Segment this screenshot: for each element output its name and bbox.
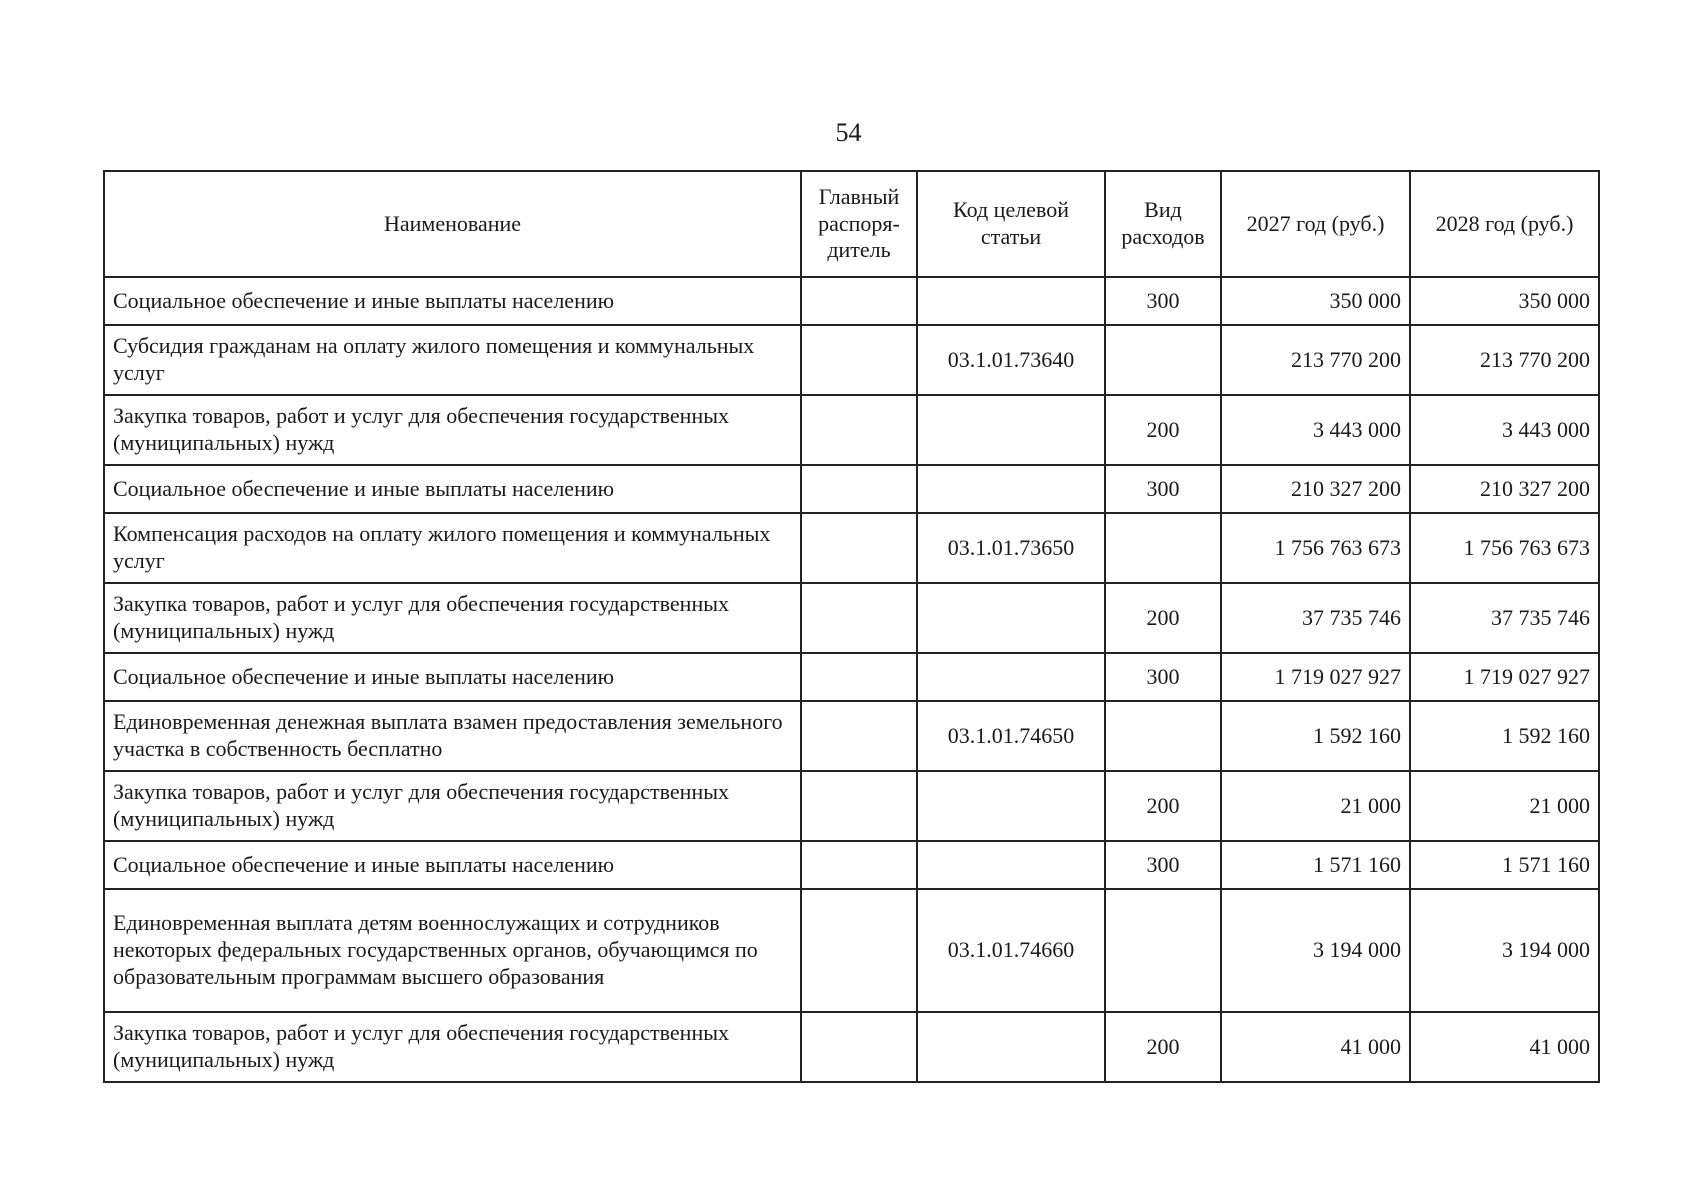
- row-type: [1105, 513, 1221, 583]
- row-admin: [801, 771, 917, 841]
- row-name: Закупка товаров, работ и услуг для обеспечения государственных (муниципальных) нужд: [104, 771, 801, 841]
- row-type: [1105, 701, 1221, 771]
- row-admin: [801, 395, 917, 465]
- row-name: Единовременная выплата детям военнослужащих и сотрудников некоторых федеральных государственных органов, обучающимся по образовательным программам высшего образования: [104, 889, 801, 1012]
- table-row: [104, 583, 1599, 653]
- row-2028: 350 000: [1410, 277, 1599, 325]
- row-code: 03.1.01.74650: [917, 701, 1105, 771]
- row-2027: 21 000: [1221, 771, 1410, 841]
- row-name: Закупка товаров, работ и услуг для обеспечения государственных (муниципальных) нужд: [104, 583, 801, 653]
- row-2027: 1 719 027 927: [1221, 653, 1410, 701]
- row-name: Социальное обеспечение и иные выплаты населению: [104, 653, 801, 701]
- row-code: [917, 395, 1105, 465]
- header-admin: Главный распоря-дитель: [801, 171, 917, 277]
- row-2028: 21 000: [1410, 771, 1599, 841]
- row-type: 200: [1105, 583, 1221, 653]
- row-name: Субсидия гражданам на оплату жилого помещения и коммунальных услуг: [104, 325, 801, 395]
- row-2027: 1 592 160: [1221, 701, 1410, 771]
- budget-table: [103, 170, 1600, 1083]
- row-code: [917, 583, 1105, 653]
- row-code: 03.1.01.74660: [917, 889, 1105, 1012]
- row-admin: [801, 465, 917, 513]
- row-code: 03.1.01.73640: [917, 325, 1105, 395]
- row-code: [917, 653, 1105, 701]
- row-2028: 3 194 000: [1410, 889, 1599, 1012]
- row-name: Социальное обеспечение и иные выплаты населению: [104, 841, 801, 889]
- table-row: [104, 325, 1599, 395]
- row-2028: 41 000: [1410, 1012, 1599, 1082]
- table-row: [104, 277, 1599, 325]
- table-header-row: [104, 171, 1599, 277]
- row-type: 200: [1105, 771, 1221, 841]
- row-type: 200: [1105, 395, 1221, 465]
- row-type: [1105, 889, 1221, 1012]
- row-2027: 41 000: [1221, 1012, 1410, 1082]
- row-code: [917, 1012, 1105, 1082]
- row-code: [917, 841, 1105, 889]
- row-type: 300: [1105, 653, 1221, 701]
- row-2027: 213 770 200: [1221, 325, 1410, 395]
- row-type: 300: [1105, 465, 1221, 513]
- row-admin: [801, 1012, 917, 1082]
- row-admin: [801, 701, 917, 771]
- row-2027: 37 735 746: [1221, 583, 1410, 653]
- row-admin: [801, 277, 917, 325]
- row-2027: 350 000: [1221, 277, 1410, 325]
- row-2028: 1 592 160: [1410, 701, 1599, 771]
- row-2028: 3 443 000: [1410, 395, 1599, 465]
- table-row: [104, 841, 1599, 889]
- table-row: [104, 1012, 1599, 1082]
- row-type: 300: [1105, 277, 1221, 325]
- row-2027: 1 571 160: [1221, 841, 1410, 889]
- page-number: 54: [835, 118, 862, 147]
- header-2028: 2028 год (руб.): [1410, 171, 1599, 277]
- row-admin: [801, 841, 917, 889]
- row-name: Закупка товаров, работ и услуг для обеспечения государственных (муниципальных) нужд: [104, 395, 801, 465]
- row-code: 03.1.01.73650: [917, 513, 1105, 583]
- table-row: [104, 395, 1599, 465]
- row-admin: [801, 325, 917, 395]
- row-2028: 37 735 746: [1410, 583, 1599, 653]
- row-2027: 210 327 200: [1221, 465, 1410, 513]
- row-admin: [801, 583, 917, 653]
- row-name: Закупка товаров, работ и услуг для обеспечения государственных (муниципальных) нужд: [104, 1012, 801, 1082]
- row-name: Социальное обеспечение и иные выплаты населению: [104, 277, 801, 325]
- row-admin: [801, 889, 917, 1012]
- header-2027: 2027 год (руб.): [1221, 171, 1410, 277]
- header-type: Вид расходов: [1105, 171, 1221, 277]
- row-name: Социальное обеспечение и иные выплаты населению: [104, 465, 801, 513]
- header-name: Наименование: [104, 171, 801, 277]
- table-row: [104, 701, 1599, 771]
- row-2028: 1 756 763 673: [1410, 513, 1599, 583]
- row-2028: 210 327 200: [1410, 465, 1599, 513]
- row-2027: 3 443 000: [1221, 395, 1410, 465]
- row-admin: [801, 513, 917, 583]
- table-row: [104, 771, 1599, 841]
- table-row: [104, 653, 1599, 701]
- table-row: [104, 465, 1599, 513]
- row-type: 200: [1105, 1012, 1221, 1082]
- row-2027: 3 194 000: [1221, 889, 1410, 1012]
- table-row: [104, 513, 1599, 583]
- row-code: [917, 771, 1105, 841]
- row-type: [1105, 325, 1221, 395]
- row-2028: 1 719 027 927: [1410, 653, 1599, 701]
- header-code: Код целевой статьи: [917, 171, 1105, 277]
- row-name: Компенсация расходов на оплату жилого помещения и коммунальных услуг: [104, 513, 801, 583]
- row-2027: 1 756 763 673: [1221, 513, 1410, 583]
- row-2028: 213 770 200: [1410, 325, 1599, 395]
- row-type: 300: [1105, 841, 1221, 889]
- row-2028: 1 571 160: [1410, 841, 1599, 889]
- table-row: [104, 889, 1599, 1012]
- row-code: [917, 277, 1105, 325]
- row-name: Единовременная денежная выплата взамен предоставления земельного участка в собственность бесплатно: [104, 701, 801, 771]
- row-code: [917, 465, 1105, 513]
- row-admin: [801, 653, 917, 701]
